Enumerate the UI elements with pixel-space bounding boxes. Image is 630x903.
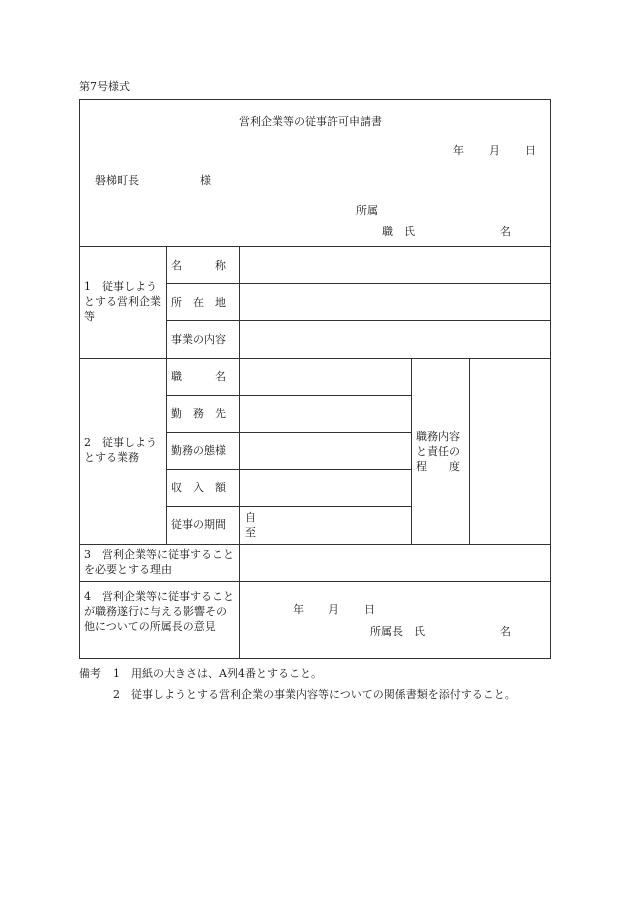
form-title: 営利企業等の従事許可申請書 — [239, 115, 382, 128]
divider-line — [79, 246, 551, 247]
addressee: 磐梯町長 — [95, 174, 139, 187]
form-number-label: 第7号様式 — [79, 80, 130, 93]
affiliation-label: 所属 — [356, 204, 378, 217]
date-year-label: 年 — [453, 144, 464, 157]
divider-line — [166, 395, 411, 396]
section4-heading: 4 営利企業等に従事することが職務遂行に与える影響その他についての所属長の意見 — [84, 590, 234, 633]
section1-row-business: 事業の内容 — [171, 333, 226, 346]
divider-line — [166, 320, 551, 321]
section1-heading: 1 従事しようとする営利企業等 — [84, 280, 161, 323]
section1-row-location: 所 在 地 — [171, 296, 226, 309]
section2-row-position: 職 名 — [171, 370, 226, 383]
date-month-label: 月 — [489, 144, 500, 157]
divider-line — [239, 246, 240, 659]
section2-row-income: 収 入 額 — [171, 481, 226, 494]
divider-line — [166, 506, 411, 507]
section4-name-suffix: 名 — [500, 625, 511, 638]
divider-line — [79, 581, 551, 582]
section2-row-workplace: 勤 務 先 — [171, 407, 226, 420]
divider-line — [166, 246, 167, 544]
divider-line — [166, 432, 411, 433]
section1-row-name: 名 称 — [171, 259, 226, 272]
section3-heading: 3 営利企業等に従事することを必要とする理由 — [84, 548, 234, 576]
date-day-label: 日 — [525, 144, 536, 157]
section4-date-year: 年 — [293, 603, 304, 616]
duties-responsibility-label: 職務内容と責任の程 度 — [416, 430, 460, 473]
section4-head-label: 所属長 氏 — [370, 625, 425, 638]
section4-date-month: 月 — [328, 603, 339, 616]
name-suffix: 名 — [500, 225, 511, 238]
section2-row-work-style: 勤務の態様 — [171, 444, 226, 457]
addressee-suffix: 様 — [200, 174, 211, 187]
divider-line — [411, 358, 412, 544]
period-from-label: 自 — [245, 511, 256, 524]
section2-row-period: 従事の期間 — [171, 518, 226, 531]
notes-prefix: 備考 — [79, 667, 101, 680]
divider-line — [166, 283, 551, 284]
section2-heading: 2 従事しようとする業務 — [84, 436, 157, 464]
divider-line — [166, 469, 411, 470]
divider-line — [79, 544, 551, 545]
note-item: 2 従事しようとする営利企業の事業内容等についての関係書類を添付すること。 — [113, 688, 516, 701]
section4-date-day: 日 — [364, 603, 375, 616]
note-item: 1 用紙の大きさは、A列4番とすること。 — [113, 667, 322, 680]
period-to-label: 至 — [245, 526, 256, 539]
position-name-label: 職 氏 — [382, 225, 415, 238]
divider-line — [469, 358, 470, 544]
divider-line — [79, 358, 551, 359]
